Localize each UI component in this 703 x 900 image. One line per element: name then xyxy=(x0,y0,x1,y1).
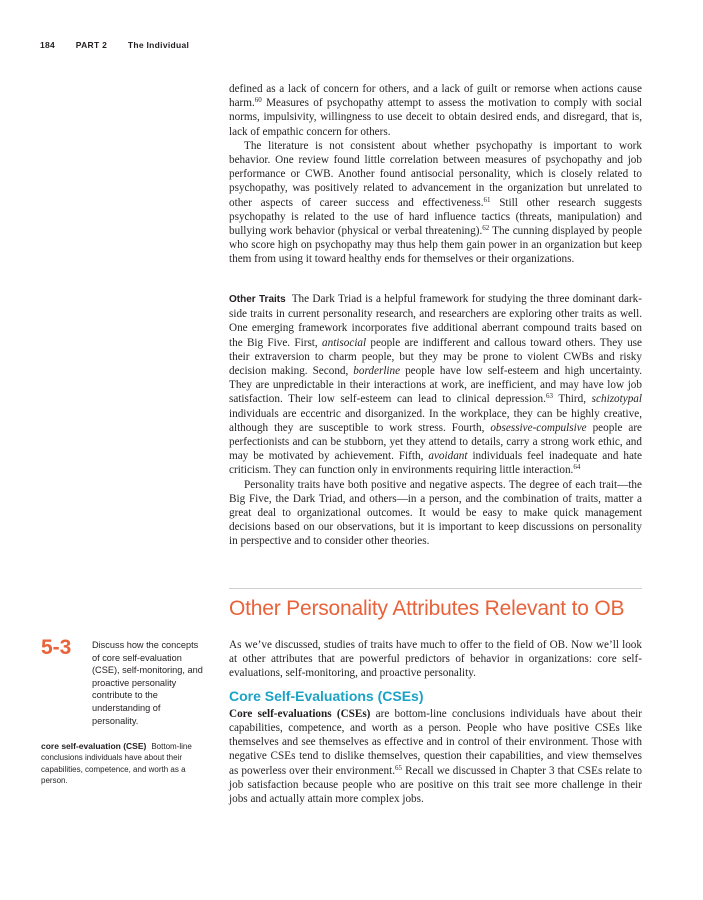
subsection-title: Core Self-Evaluations (CSEs) xyxy=(229,687,424,704)
footnote-ref: 62 xyxy=(482,224,490,233)
paragraph: defined as a lack of concern for others, and a lack of guilt or remorse when actions cause harm.$^{60}$ Measures of psychopathy attempt to assess the motivation to comply with social norms, impulsivity, willingness to use deceit to obtain desired ends, and disregard, that is, lack of empathic concern for others. xyxy=(229,83,642,138)
footnote-ref: 61 xyxy=(483,195,491,204)
other-traits-block xyxy=(229,292,642,549)
paragraph: Other Traits The Dark Triad is a helpful framework for studying the three dominant dark-side traits in current personality research, and researchers are exploring other traits as well. One emerging framework incorporates five additional aberrant compound traits based on the Big Five. First, antisocial people are indifferent and callous toward others. They use their extraversion to charm people, but they may be prone to violent CWBs and risky decision making. Second, borderline people have low self-esteem and high uncertainty. They are unpredictable in their interactions at work, are inefficient, and may have low job satisfaction. Their low self-esteem can lead to clinical depression.$^{63}$ Third, schizotypal individuals are eccentric and disorganized. In the workplace, they can be highly creative, although they are susceptible to work stress. Fourth, obsessive-compulsive people are perfectionists and can be stubborn, yet they attend to details, carry a strong work ethic, and may be motivated by achievement. Fifth, avoidant individuals feel inadequate and hate criticism. They can function only in environments requiring little interaction.$^{64}$ xyxy=(229,293,643,477)
glossary-definition: Bottom-line conclusions individuals have about their capabilities, competence, and worth as a person. xyxy=(41,742,192,786)
glossary-term: core self-evaluation (CSE) xyxy=(41,741,147,751)
part-label: PART 2 xyxy=(75,40,108,50)
key-term: Core self-evaluations (CSEs) xyxy=(229,707,371,720)
page-number: 184 xyxy=(40,40,56,50)
footnote-ref: 65 xyxy=(395,763,403,772)
top-text-block xyxy=(229,82,642,267)
paragraph: As we’ve discussed, studies of traits have much to offer to the field of OB. Now we’ll look at other attributes that are powerful predictors of behavior in organizations: core self-evaluations, self-monitoring, and proactive personality. xyxy=(229,639,642,680)
section-divider xyxy=(229,588,642,589)
run-in-heading: Other Traits xyxy=(229,294,286,305)
paragraph: Core self-evaluations (CSEs) are bottom-line conclusions individuals have about their capabilities, competence, and worth as a person. People who have positive CSEs like themselves and see themselves as effective and in control of their environment. Those with negative CSEs tend to dislike themselves, question their capabilities, and view themselves as powerless over their environment.$^{65}$ Recall we discussed in Chapter 3 that CSEs relate to job satisfaction because people who are positive on this trait see more challenge in their jobs and actually attain more complex jobs. xyxy=(229,707,642,806)
footnote-ref: 64 xyxy=(573,463,581,472)
learning-objective-number: 5-3 xyxy=(41,636,72,659)
footnote-ref: 63 xyxy=(545,392,553,401)
learning-objective-text: Discuss how the concepts of core self-evaluation (CSE), self-monitoring, and proactive personality contribute to the understanding of personality. xyxy=(92,640,203,726)
glossary-entry xyxy=(41,741,209,787)
paragraph: The literature is not consistent about whether psychopathy is important to work behavior. One review found little correlation between measures of psychopathy and job performance or CWB. Another found antisocial personality, which is closely related to psychopathy, was positively related to advancement in the organization but unrelated to other aspects of career success and effectiveness.$^{61}$ Still other research suggests psychopathy is related to the use of hard influence tactics (threats, manipulation) and bullying work behavior (physical or verbal threatening).$^{62}$ The cunning displayed by people who score high on psychopathy may thus help them gain power in an organization but keep them from using it toward healthy ends for themselves or their organizations. xyxy=(229,139,642,266)
footnote-ref: 60 xyxy=(254,96,262,105)
section-body xyxy=(229,638,642,806)
running-header xyxy=(40,40,207,50)
paragraph: Personality traits have both positive and negative aspects. The degree of each trait—the Big Five, the Dark Triad, and others—in a person, and the combination of traits, matter a great deal to organizational outcomes. It would be easy to make quick management decisions based on our observations, but it is important to keep discussions on personality in perspective and to consider other theories. xyxy=(229,478,642,548)
section-title: Other Personality Attributes Relevant to OB xyxy=(229,597,625,620)
part-title: The Individual xyxy=(127,40,190,50)
